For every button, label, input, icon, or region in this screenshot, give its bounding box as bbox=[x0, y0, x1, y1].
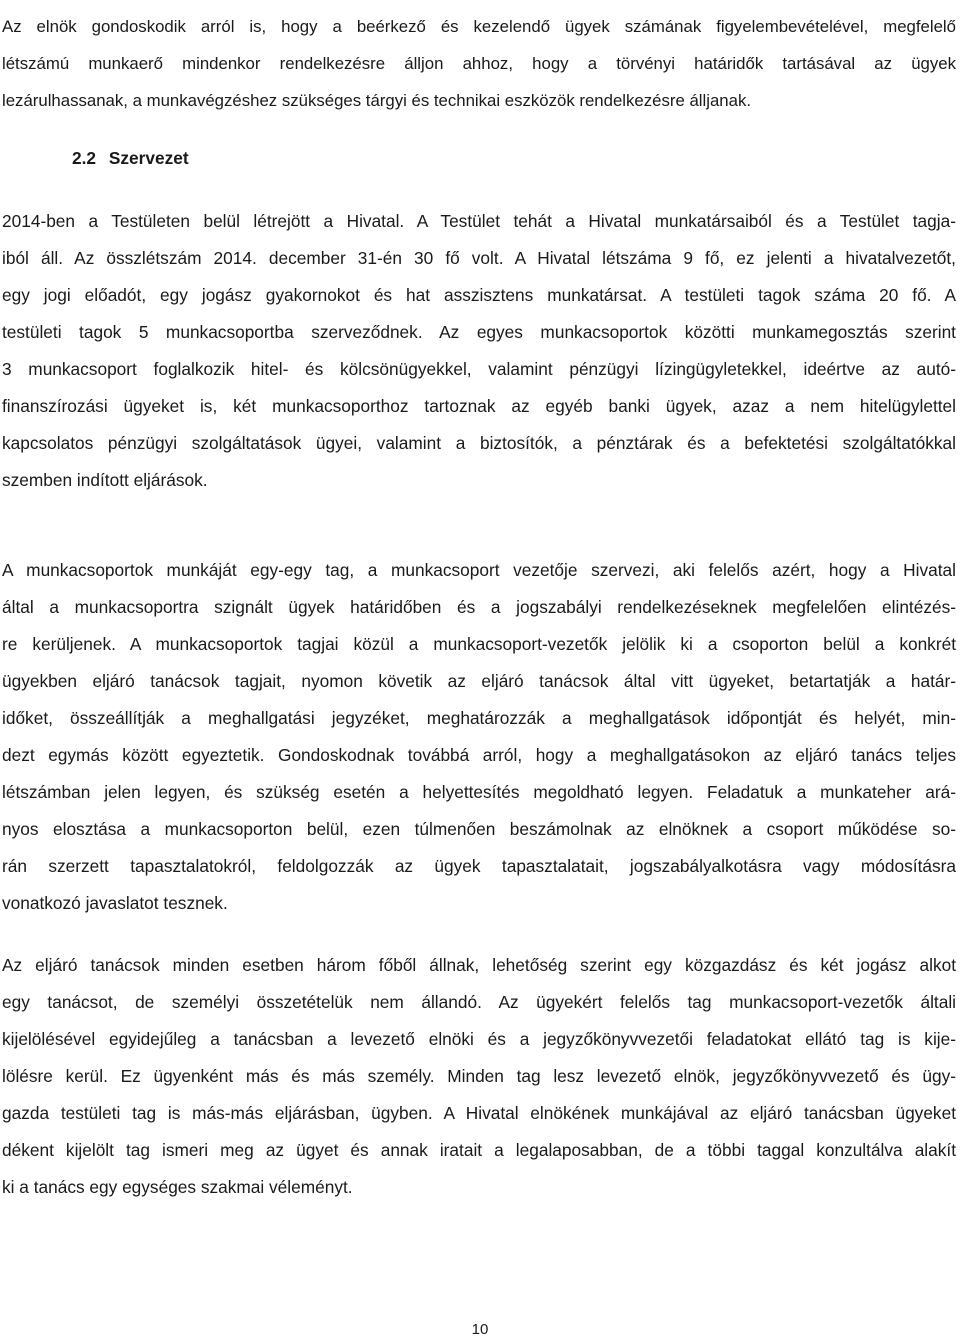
text-line: időket, összeállítják a meghallgatási jegyzéket, meghatározzák a meghallgatások időpontját és helyét, min- bbox=[2, 708, 956, 728]
text-line: Az eljáró tanácsok minden esetben három főből állnak, lehetőség szerint egy közgazdász és két jogász alkot bbox=[2, 955, 956, 975]
text-line: szemben indított eljárások. bbox=[2, 470, 208, 490]
text-line: 3 munkacsoport foglalkozik hitel- és kölcsönügyekkel, valamint pénzügyi lízingügyletekkel, ideértve az autó- bbox=[2, 359, 956, 379]
text-line: A munkacsoportok munkáját egy-egy tag, a munkacsoport vezetője szervezi, aki felelős azért, hogy a Hivatal bbox=[2, 560, 956, 580]
text-line: kapcsolatos pénzügyi szolgáltatások ügyei, valamint a biztosítók, a pénztárak és a befektetési szolgáltatókkal bbox=[2, 433, 956, 453]
section-title: Szervezet bbox=[108, 148, 189, 168]
paragraph-councils bbox=[2, 947, 956, 1206]
text-line: létszámú munkaerő mindenkor rendelkezésre álljon ahhoz, hogy a törvényi határidők tartásával az ügyek bbox=[2, 54, 956, 73]
text-line: ki a tanács egy egységes szakmai véleményt. bbox=[2, 1177, 353, 1197]
paragraph-workgroups bbox=[2, 552, 956, 922]
text-line: dezt egymás között egyeztetik. Gondoskodnak továbbá arról, hogy a meghallgatásokon az eljáró tanács teljes bbox=[2, 745, 956, 765]
section-number: 2.2 bbox=[72, 148, 97, 168]
text-line: egy jogi előadót, egy jogász gyakornokot és hat asszisztens munkatársat. A testületi tagok száma 20 fő. A bbox=[2, 285, 956, 305]
text-line: lölésre kerül. Ez ügyenként más és más személy. Minden tag lesz levezető elnök, jegyzőkönyvvezető és ügy- bbox=[2, 1066, 956, 1086]
text-line: nyos elosztása a munkacsoporton belül, ezen túlmenően beszámolnak az elnöknek a csoport működése so- bbox=[2, 819, 956, 839]
text-line: által a munkacsoportra szignált ügyek határidőben és a jogszabályi rendelkezéseknek megfelelően elintézés- bbox=[2, 597, 956, 617]
text-line: 2014-ben a Testületen belül létrejött a Hivatal. A Testület tehát a Hivatal munkatársaiból és a Testület tagja- bbox=[2, 211, 956, 231]
page-number: 10 bbox=[471, 1321, 489, 1338]
text-line: gazda testületi tag is más-más eljárásban, ügyben. A Hivatal elnökének munkájával az eljáró tanácsban ügyeket bbox=[2, 1103, 956, 1123]
section-heading bbox=[72, 145, 189, 171]
text-line: dékent kijelölt tag ismeri meg az ügyet és annak iratait a legalaposabban, de a többi taggal konzultálva alakít bbox=[2, 1140, 956, 1160]
intro-paragraph bbox=[2, 8, 956, 119]
text-line: rán szerzett tapasztalatokról, feldolgozzák az ügyek tapasztalatait, jogszabályalkotásra vagy módosításra bbox=[2, 856, 956, 876]
paragraph-organization bbox=[2, 203, 956, 499]
text-line: létszámban jelen legyen, és szükség esetén a helyettesítés megoldható legyen. Feladatuk a munkateher ará- bbox=[2, 782, 956, 802]
text-line: vonatkozó javaslatot tesznek. bbox=[2, 893, 228, 913]
text-line: finanszírozási ügyeket is, két munkacsoporthoz tartoznak az egyéb banki ügyek, azaz a nem hitelügylettel bbox=[2, 396, 956, 416]
text-line: egy tanácsot, de személyi összetételük nem állandó. Az ügyekért felelős tag munkacsoport-vezetők általi bbox=[2, 992, 956, 1012]
text-line: testületi tagok 5 munkacsoportba szerveződnek. Az egyes munkacsoportok közötti munkamegosztás szerint bbox=[2, 322, 956, 342]
text-line: kijelölésével egyidejűleg a tanácsban a levezető elnöki és a jegyzőkönyvvezetői feladatokat ellátó tag is kije- bbox=[2, 1029, 956, 1049]
text-line: lezárulhassanak, a munkavégzéshez szükséges tárgyi és technikai eszközök rendelkezésre álljanak. bbox=[2, 91, 752, 110]
text-line: iból áll. Az összlétszám 2014. december 31-én 30 fő volt. A Hivatal létszáma 9 fő, ez jelenti a hivatalvezetőt, bbox=[2, 248, 956, 268]
text-line: ügyekben eljáró tanácsok tagjait, nyomon követik az eljáró tanácsok által vitt ügyeket, betartatják a határ- bbox=[2, 671, 956, 691]
text-line: Az elnök gondoskodik arról is, hogy a beérkező és kezelendő ügyek számának figyelembevételével, megfelelő bbox=[2, 17, 956, 36]
text-line: re kerüljenek. A munkacsoportok tagjai közül a munkacsoport-vezetők jelölik ki a csoporton belül a konkrét bbox=[2, 634, 956, 654]
